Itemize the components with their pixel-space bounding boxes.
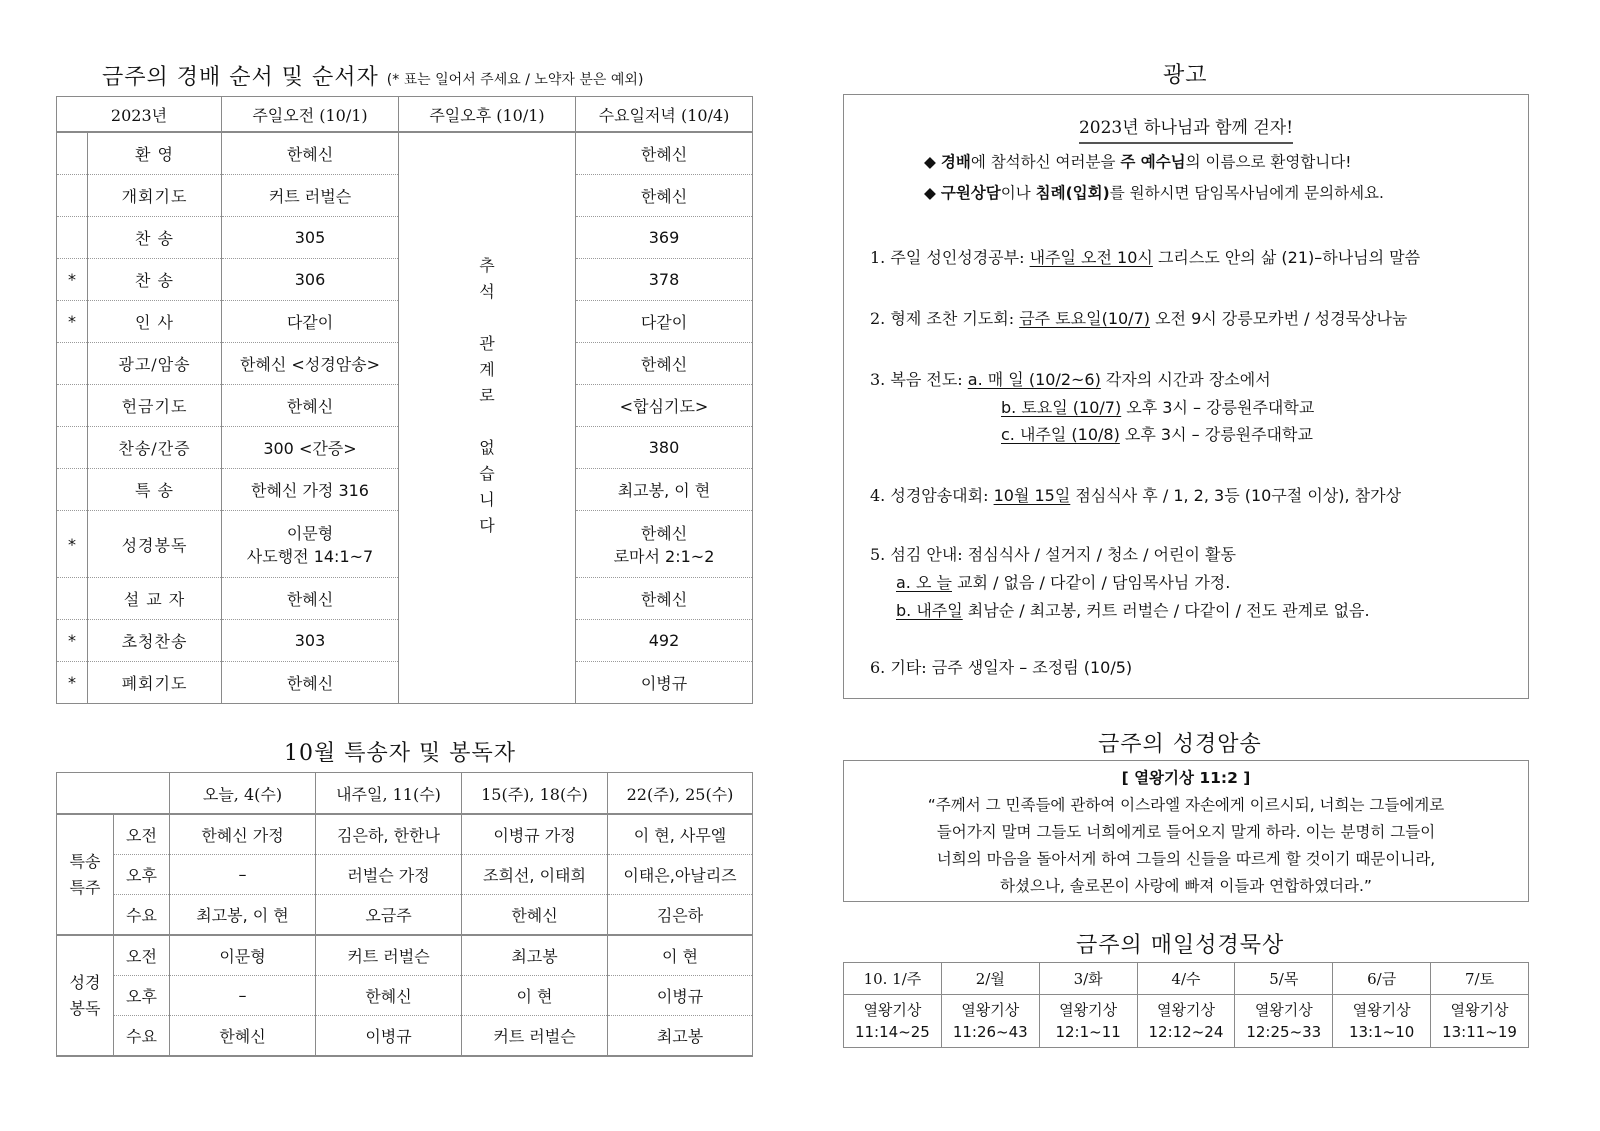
reading-book: 열왕기상 [1059,1001,1118,1019]
table-row [57,935,753,976]
bold-text: 침례(입회) [1035,184,1110,202]
cell-line: 로마서 2:1~2 [613,547,715,566]
assignee-cell: 김은하 [608,895,753,936]
assignee-cell: 이병규 가정 [462,814,608,855]
group-label-line: 특송 [69,851,101,871]
item-text: 점심식사 / 설거지 / 청소 / 어린이 활동 [962,545,1236,564]
assignee-cell: 이문형 [170,935,316,976]
assignee-cell: 최고봉 [608,1016,753,1057]
service-label: 오전 [114,814,170,855]
item-number: 2. [870,309,886,328]
announcements-box [843,94,1529,699]
text: 이나 [1000,184,1036,202]
assignee-cell: 러벌슨 가정 [316,855,462,895]
reading-book: 열왕기상 [1254,1001,1313,1019]
assignee-cell: 커트 러벌슨 [462,1016,608,1057]
stand-marker [57,217,88,259]
item-number: 3. [870,370,886,389]
table-row [57,855,753,895]
col-header-wednesday-evening: 수요일저녁 (10/4) [576,97,753,133]
sunday-morning-cell: 한혜신 <성경암송> [222,343,399,385]
notice-char: 없 [479,438,495,457]
item-text: 교회 / 없음 / 다같이 / 담임목사님 가정. [951,573,1231,592]
order-item-label: 성경봉독 [88,511,222,578]
item-number: 4. [870,486,886,505]
notice-char: 관 [479,334,495,353]
table-row [57,895,753,936]
item-text: 그리스도 안의 삶 (21)–하나님의 말씀 [1152,248,1421,267]
item-label: 성경암송대회: [890,486,989,505]
assignee-cell: 이태은,아날리즈 [608,855,753,895]
reading-book: 열왕기상 [1352,1001,1411,1019]
sunday-morning-cell: 한혜신 [222,132,399,175]
reading-cell [1039,995,1137,1048]
sunday-morning-cell: 한혜신 [222,578,399,620]
col-header-date: 내주일, 11(수) [316,773,462,815]
ads-headline [844,113,1528,138]
service-label: 오후 [114,976,170,1016]
group-label-line: 특주 [69,877,101,897]
order-item-label: 광고/암송 [88,343,222,385]
wednesday-evening-cell: 한혜신 [576,175,753,217]
col-header-sunday-morning: 주일오전 (10/1) [222,97,399,133]
reading-range: 12:25~33 [1246,1023,1322,1041]
announcement-item-3 [870,367,1271,390]
item-label: 복음 전도: [890,370,963,389]
stand-marker [57,469,88,511]
wednesday-evening-cell: 한혜신 [576,578,753,620]
notice-char: 로 [479,386,495,405]
order-item-label: 찬 송 [88,259,222,301]
reading-cell [844,995,942,1048]
stand-marker: * [57,259,88,301]
sunday-morning-cell: 303 [222,620,399,662]
table-row [844,995,1529,1048]
wednesday-evening-cell: 한혜신 [576,132,753,175]
assignee-cell: 조희선, 이태희 [462,855,608,895]
text: 의 이름으로 환영합니다! [1185,153,1352,171]
item-highlight: b. 토요일 (10/7) [1001,398,1122,417]
item-label: 섬김 안내: [890,545,963,564]
item-highlight: b. 내주일 [896,601,963,620]
wednesday-evening-cell: <합심기도> [576,385,753,427]
special-title-text: 특송자 및 봉독자 [344,741,517,766]
announcement-item-6 [870,655,1132,678]
assignee-cell: 이병규 [608,976,753,1016]
notice-char: 추 [479,256,495,275]
reading-cell [1431,995,1529,1048]
daily-section-title: 금주의 매일성경묵상 [1076,933,1285,958]
stand-marker: * [57,301,88,343]
order-item-label: 찬 송 [88,217,222,259]
special-song-readers-table [56,772,753,1057]
table-row [57,976,753,1016]
reading-cell [941,995,1039,1048]
wednesday-evening-cell: 다같이 [576,301,753,343]
reading-book: 열왕기상 [1450,1001,1509,1019]
reading-book: 열왕기상 [961,1001,1020,1019]
announcement-item-3b [1001,395,1314,418]
wednesday-evening-cell: 이병규 [576,662,753,704]
wednesday-evening-cell [576,511,753,578]
order-item-label: 찬송/간증 [88,427,222,469]
order-item-label: 헌금기도 [88,385,222,427]
reading-range: 12:12~24 [1148,1023,1224,1041]
item-highlight: 10월 15일 [993,486,1071,505]
reading-range: 11:14~25 [854,1023,930,1041]
verse-reference: [ 열왕기상 11:2 ] [1121,769,1251,787]
group-label [57,814,114,935]
stand-marker [57,132,88,175]
sunday-morning-cell: 커트 러벌슨 [222,175,399,217]
item-label: 형제 조찬 기도회: [890,309,1015,328]
consultation-bullet [924,181,1384,203]
verse-line: 하셨으나, 솔로몬이 사랑에 빠져 이들과 연합하였더라.” [1000,877,1372,895]
table-header-row [57,97,753,133]
sunday-morning-cell: 300 <간증> [222,427,399,469]
reading-cell [1235,995,1333,1048]
assignee-cell: 커트 러벌슨 [316,935,462,976]
sunday-morning-cell [222,511,399,578]
announcement-item-2 [870,306,1407,329]
group-label-line: 성경 [69,972,101,992]
reading-book: 열왕기상 [1156,1001,1215,1019]
group-label-line: 봉독 [69,998,101,1018]
assignee-cell: 최고봉 [462,935,608,976]
item-label: 기타: [890,658,927,677]
table-header-row [57,773,753,815]
assignee-cell: 한혜신 [170,1016,316,1057]
item-number: 6. [870,658,886,677]
table-row [57,814,753,855]
assignee-cell: 한혜신 가정 [170,814,316,855]
reading-cell [1333,995,1431,1048]
item-text: 점심식사 후 / 1, 2, 3등 (10구절 이상), 참가상 [1070,486,1402,505]
stand-marker: * [57,511,88,578]
day-header: 4/수 [1137,963,1235,995]
order-item-label: 폐회기도 [88,662,222,704]
day-header: 5/목 [1235,963,1333,995]
item-text: 오후 3시 – 강릉원주대학교 [1119,425,1313,444]
stand-marker [57,385,88,427]
announcement-item-4 [870,483,1401,506]
notice-char: 다 [479,516,495,535]
sunday-morning-cell: 305 [222,217,399,259]
diamond-bullet-icon: ◆ [924,184,936,202]
assignee-cell: 김은하, 한한나 [316,814,462,855]
day-header: 2/월 [941,963,1039,995]
assignee-cell: 이 현, 사무엘 [608,814,753,855]
reading-range: 11:26~43 [952,1023,1028,1041]
wednesday-evening-cell: 492 [576,620,753,662]
item-highlight: a. 매 일 (10/2~6) [967,370,1101,389]
announcement-item-1 [870,245,1420,268]
reading-cell [1137,995,1235,1048]
cell-line: 이문형 [286,524,334,543]
sunday-morning-cell: 306 [222,259,399,301]
item-text: 각자의 시간과 장소에서 [1100,370,1271,389]
bold-text: 주 예수님 [1120,153,1186,171]
day-header: 6/금 [1333,963,1431,995]
item-highlight: c. 내주일 (10/8) [1001,425,1120,444]
item-highlight: 내주일 오전 10시 [1029,248,1153,267]
wednesday-evening-cell: 380 [576,427,753,469]
sunday-morning-cell: 한혜신 [222,385,399,427]
assignee-cell: 오금주 [316,895,462,936]
order-item-label: 환 영 [88,132,222,175]
service-label: 수요 [114,1016,170,1057]
wednesday-evening-cell: 378 [576,259,753,301]
col-header-sunday-afternoon: 주일오후 (10/1) [399,97,576,133]
order-item-label: 인 사 [88,301,222,343]
text: 를 원하시면 담임목사님에게 문의하세요. [1109,184,1384,202]
reading-range: 13:1~10 [1348,1023,1415,1041]
order-item-label: 초청찬송 [88,620,222,662]
assignee-cell: 한혜신 [462,895,608,936]
wednesday-evening-cell: 한혜신 [576,343,753,385]
order-title-note: (* 표는 일어서 주세요 / 노약자 분은 예외) [386,72,644,88]
reading-range: 12:1~11 [1055,1023,1121,1041]
verse-line: “주께서 그 민족들에 관하여 이스라엘 자손에게 이르시되, 너희는 그들에게로 [927,796,1445,814]
item-text: 최남순 / 최고봉, 커트 러벌슨 / 다같이 / 전도 관계로 없음. [962,601,1370,620]
verse-section-title: 금주의 성경암송 [1098,732,1262,757]
text: 에 참석하신 여러분을 [970,153,1121,171]
cell-line: 사도행전 14:1~7 [246,547,374,566]
sunday-afternoon-cell [399,132,576,704]
announcement-item-5 [870,542,1236,565]
announcement-item-5a [896,570,1230,593]
assignee-cell: 최고봉, 이 현 [170,895,316,936]
table-row [57,132,753,175]
memory-verse-box [843,760,1529,902]
daily-bible-reading-table [843,962,1529,1048]
announcement-item-5b [896,598,1370,621]
day-header: 3/화 [1039,963,1137,995]
day-header: 10. 1/주 [844,963,942,995]
item-text: 금주 생일자 – 조정림 (10/5) [926,658,1133,677]
notice-char: 석 [479,282,495,301]
assignee-cell: 이 현 [462,976,608,1016]
wednesday-evening-cell: 최고봉, 이 현 [576,469,753,511]
wednesday-evening-cell: 369 [576,217,753,259]
order-item-label: 개회기도 [88,175,222,217]
col-header-year: 2023년 [57,97,222,133]
table-row [57,1016,753,1057]
notice-char: 계 [479,360,495,379]
item-label: 주일 성인성경공부: [890,248,1025,267]
order-item-label: 설 교 자 [88,578,222,620]
stand-marker [57,578,88,620]
notice-char: 습 [479,464,495,483]
col-header-date: 22(주), 25(수) [608,773,753,815]
reading-range: 13:11~19 [1442,1023,1517,1041]
ads-section-title: 광고 [1163,63,1208,88]
special-section-title [284,736,516,767]
assignee-cell: 이 현 [608,935,753,976]
reading-book: 열왕기상 [863,1001,922,1019]
afternoon-cancelled-notice [399,133,575,539]
stand-marker: * [57,620,88,662]
item-text: 오후 3시 – 강릉원주대학교 [1121,398,1315,417]
announcement-item-3c [1001,422,1313,445]
item-highlight: 금주 토요일(10/7) [1019,309,1150,328]
order-section-title [102,60,643,91]
diamond-bullet-icon: ◆ [924,153,936,171]
service-label: 수요 [114,895,170,936]
order-of-worship-table [56,96,753,704]
item-number: 5. [870,545,886,564]
verse-line: 너희의 마음을 돌아서게 하여 그들의 신들을 따르게 할 것이기 때문이니라, [936,850,1436,868]
stand-marker [57,175,88,217]
welcome-bullet [924,150,1351,172]
bold-text: 경배 [940,153,971,171]
day-header: 7/토 [1431,963,1529,995]
item-highlight: a. 오 늘 [896,573,952,592]
stand-marker: * [57,662,88,704]
assignee-cell: – [170,855,316,895]
col-header-date: 오늘, 4(수) [170,773,316,815]
service-label: 오후 [114,855,170,895]
stand-marker [57,427,88,469]
ads-headline-text: 2023년 하나님과 함께 걷자! [1079,118,1293,144]
service-label: 오전 [114,935,170,976]
notice-char: 니 [479,490,495,509]
sunday-morning-cell: 한혜신 가정 316 [222,469,399,511]
group-label [57,935,114,1056]
col-header-empty [57,773,170,815]
item-text: 오전 9시 강릉모카번 / 성경묵상나눔 [1150,309,1408,328]
order-title-text: 금주의 경배 순서 및 순서자 [102,65,379,90]
order-item-label: 특 송 [88,469,222,511]
sunday-morning-cell: 한혜신 [222,662,399,704]
assignee-cell: 이병규 [316,1016,462,1057]
assignee-cell: – [170,976,316,1016]
table-header-row [844,963,1529,995]
assignee-cell: 한혜신 [316,976,462,1016]
item-number: 1. [870,248,886,267]
sunday-morning-cell: 다같이 [222,301,399,343]
verse-line: 들어가지 말며 그들도 너희에게로 들어오지 말게 하라. 이는 분명히 그들이 [936,823,1436,841]
col-header-date: 15(주), 18(수) [462,773,608,815]
bold-text: 구원상담 [940,184,1001,202]
stand-marker [57,343,88,385]
special-title-month: 10월 [284,741,337,766]
cell-line: 한혜신 [640,524,688,543]
